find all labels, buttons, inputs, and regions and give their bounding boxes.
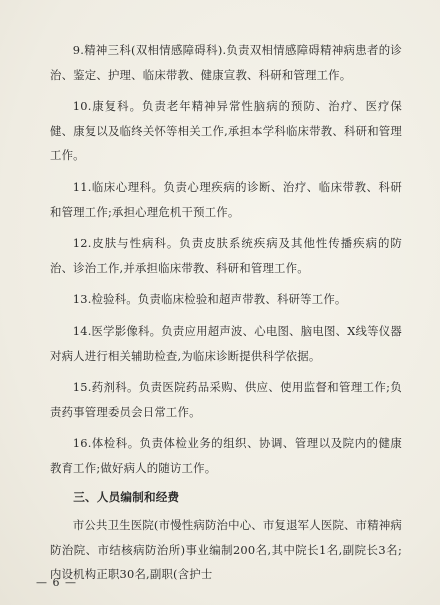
section-paragraph: 市公共卫生医院(市慢性病防治中心、市复退军人医院、市精神病防治院、市结核病防治所)事业编制200名,其中院长1名,副院长3名;内设机构正职30名,副职(含护士 <box>50 518 402 582</box>
paragraph-item-10: 10.康复科。负责老年精神异常性脑病的预防、治疗、医疗保健、康复以及临终关怀等相关工作,承担本学科临床带教、科研和管理工作。 <box>50 99 402 163</box>
paragraph-item-9: 9.精神三科(双相情感障碍科).负责双相情感障碍精神病患者的诊治、鉴定、护理、临床带教、健康宣教、科研和管理工作。 <box>50 43 402 82</box>
document-body <box>50 38 402 594</box>
section-heading: 三、人员编制和经费 <box>73 489 180 504</box>
paragraph-item-14: 14.医学影像科。负责应用超声波、心电图、脑电图、X线等仪器对病人进行相关辅助检查,为临床诊断提供科学依据。 <box>50 323 402 363</box>
paragraph-item-11: 11.临床心理科。负责心理疾病的诊断、治疗、临床带教、科研和管理工作;承担心理危机干预工作。 <box>50 179 402 219</box>
page-number: — 6 — <box>36 576 77 589</box>
paragraph-item-13: 13.检验科。负责临床检验和超声带教、科研等工作。 <box>72 292 347 307</box>
paragraph-item-12: 12.皮肤与性病科。负责皮肤系统疾病及其他性传播疾病的防治、诊治工作,并承担临床带教、科研和管理工作。 <box>50 236 402 275</box>
paragraph-item-15: 15.药剂科。负责医院药品采购、供应、使用监督和管理工作;负责药事管理委员会日常工作。 <box>50 380 402 419</box>
paragraph-item-16: 16.体检科。负责体检业务的组织、协调、管理以及院内的健康教育工作;做好病人的随访工作。 <box>50 436 402 475</box>
